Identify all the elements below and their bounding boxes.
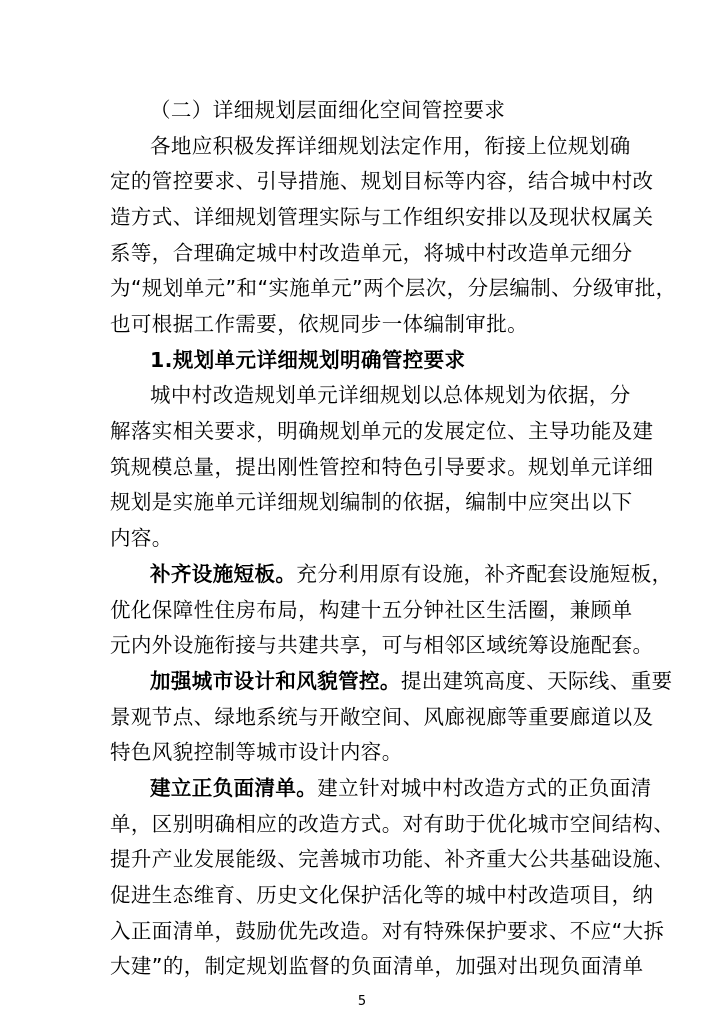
lead-phrase: 加强城市设计和风貌管控。 [150,669,401,693]
paragraph-line: 大建”的，制定规划监督的负面清单，加强对出现负面清单 [110,954,644,978]
section-heading: （二）详细规划层面细化空间管控要求 [150,98,506,122]
page-number: 5 [357,994,367,1009]
paragraph-line: 定的管控要求、引导措施、规划目标等内容，结合城中村改 [110,169,654,193]
line-text: 提出建筑高度、天际线、重要 [400,669,673,693]
paragraph-line: 内容。 [110,526,173,550]
lead-phrase: 建立正负面清单。 [150,776,318,800]
paragraph-line: 优化保障性住房布局，构建十五分钟社区生活圈，兼顾单 [110,598,633,622]
paragraph-line [150,663,673,699]
paragraph-line: 为“规划单元”和“实施单元”两个层次，分层编制、分级审批， [110,276,677,300]
line-text: 充分利用原有设施，补齐配套设施短板， [296,562,673,586]
paragraph-line: 解落实相关要求，明确规划单元的发展定位、主导功能及建 [110,419,654,443]
paragraph-line: 也可根据工作需要，依规同步一体编制审批。 [110,312,528,336]
paragraph-line: 系等，合理确定城中村改造单元，将城中村改造单元细分 [110,241,633,265]
paragraph-line: 促进生态维育、历史文化保护活化等的城中村改造项目，纳 [110,883,654,907]
paragraph-line: 入正面清单，鼓励优先改造。对有特殊保护要求、不应“大拆 [110,919,665,943]
paragraph-line: 城中村改造规划单元详细规划以总体规划为依据，分 [150,383,631,407]
paragraph-line: 各地应积极发挥详细规划法定作用，衔接上位规划确 [150,134,631,158]
paragraph-line: 造方式、详细规划管理实际与工作组织安排以及现状权属关 [110,205,654,229]
paragraph-line: 规划是实施单元详细规划编制的依据，编制中应突出以下 [110,490,633,514]
paragraph-line: 筑规模总量，提出刚性管控和特色引导要求。规划单元详细 [110,455,654,479]
paragraph-line: 提升产业发展能级、完善城市功能、补齐重大公共基础设施、 [110,847,675,871]
paragraph-line: 特色风貌控制等城市设计内容。 [110,740,403,764]
subheading: 1.规划单元详细规划明确管控要求 [150,348,466,372]
paragraph-line: 景观节点、绿地系统与开敞空间、风廊视廊等重要廊道以及 [110,705,654,729]
paragraph-line [150,556,673,592]
paragraph-line: 元内外设施衔接与共建共享，可与相邻区域统筹设施配套。 [110,633,654,657]
lead-phrase: 补齐设施短板。 [150,562,297,586]
paragraph-line [150,770,652,806]
line-text: 建立针对城中村改造方式的正负面清 [317,776,652,800]
paragraph-line: 单，区别明确相应的改造方式。对有助于优化城市空间结构、 [110,812,675,836]
